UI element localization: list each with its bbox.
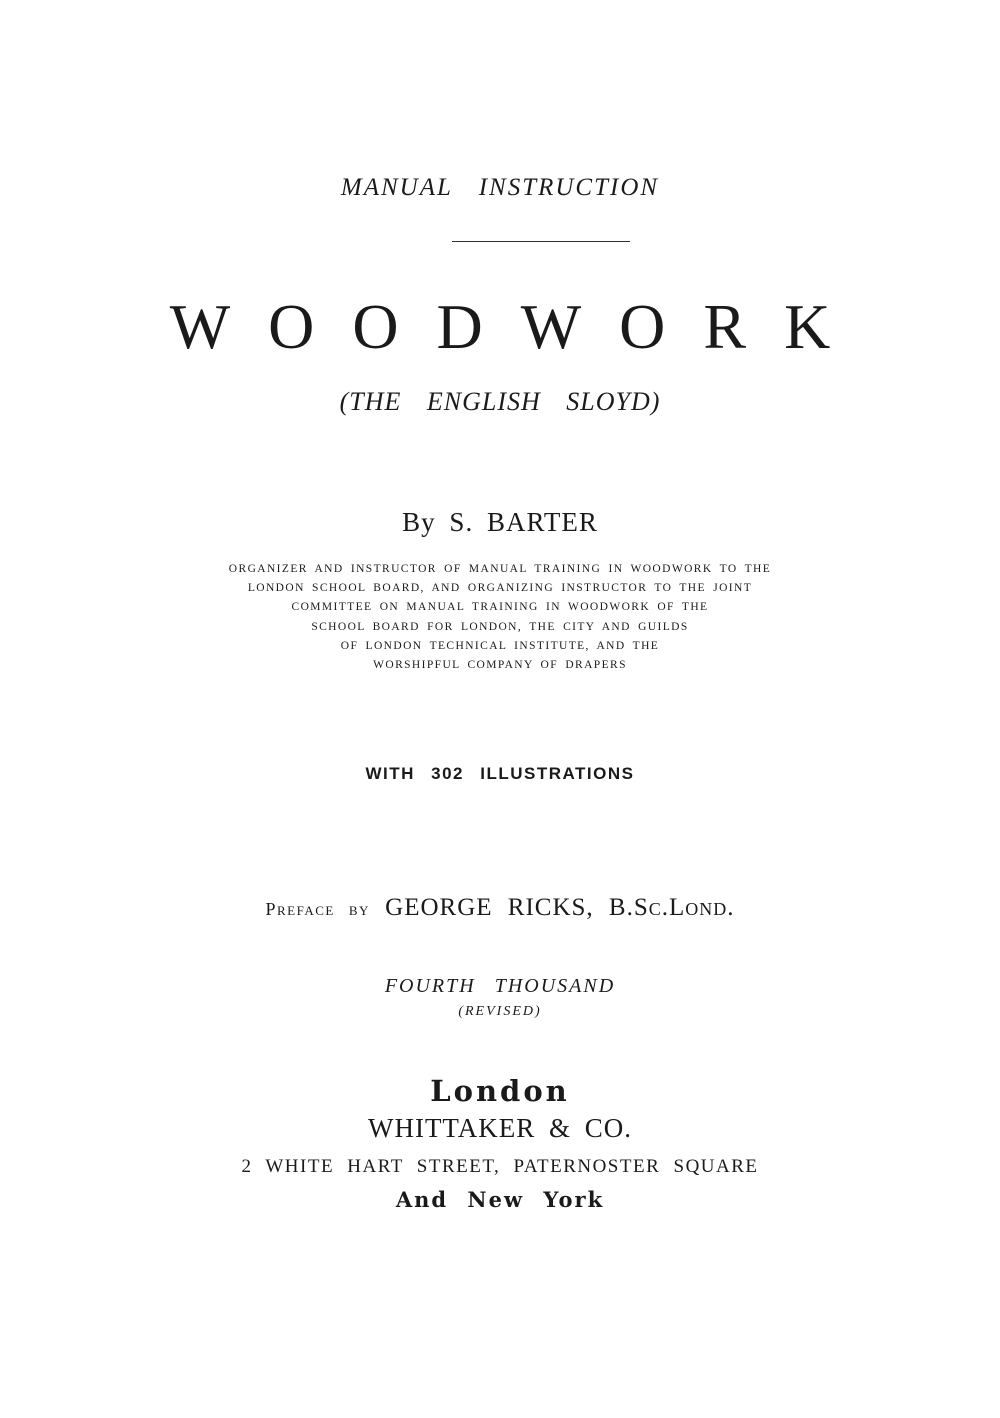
publisher-address: 2 WHITE HART STREET, PATERNOSTER SQUARE [241, 1156, 759, 1177]
publisher-name: WHITTAKER & CO. [367, 1113, 633, 1143]
preface-label: Preface by [265, 899, 370, 919]
credentials-line: SCHOOL BOARD FOR LONDON, THE CITY AND GUILDS [311, 620, 689, 633]
book-subtitle: (THE ENGLISH SLOYD) [339, 387, 661, 416]
author-by-label: By [402, 507, 436, 537]
author-credentials [0, 560, 1000, 675]
imprint-second-city: And New York [395, 1187, 605, 1212]
preface-author: GEORGE RICKS, [385, 894, 594, 921]
preface-degree: B.Sc.Lond. [608, 894, 735, 921]
imprint-city: London [430, 1074, 570, 1108]
preface-line [0, 894, 1000, 922]
series-title: MANUAL INSTRUCTION [340, 174, 660, 201]
credentials-line: COMMITTEE ON MANUAL TRAINING IN WOODWORK OF THE [291, 601, 709, 614]
divider-rule [452, 241, 630, 242]
edition-note: FOURTH THOUSAND [384, 975, 616, 997]
illustrations-note: WITH 302 ILLUSTRATIONS [365, 764, 635, 783]
credentials-line: WORSHIPFUL COMPANY OF DRAPERS [373, 659, 627, 672]
credentials-line: LONDON SCHOOL BOARD, AND ORGANIZING INSTRUCTOR TO THE JOINT [247, 582, 753, 595]
credentials-line: OF LONDON TECHNICAL INSTITUTE, AND THE [340, 639, 660, 652]
author-name: S. BARTER [449, 507, 598, 537]
credentials-line: ORGANIZER AND INSTRUCTOR OF MANUAL TRAINING IN WOODWORK TO THE [228, 563, 772, 575]
author-line [0, 507, 1000, 538]
book-title: WOODWORK [169, 291, 869, 362]
revised-note: (REVISED) [458, 1004, 542, 1019]
